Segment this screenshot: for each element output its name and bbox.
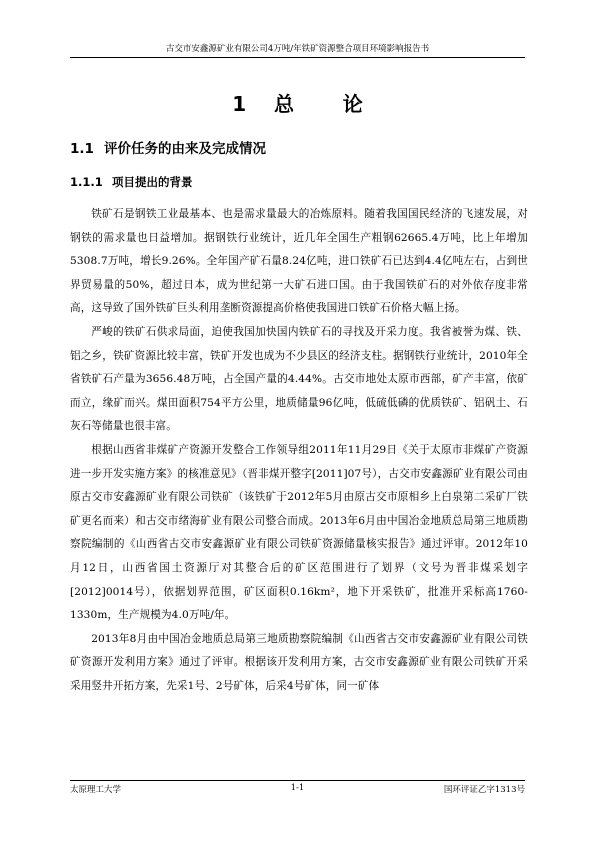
chapter-title: 1 总 论 xyxy=(232,92,363,116)
subsection-title: 项目提出的背景 xyxy=(112,175,193,189)
paragraph: 严峻的铁矿石供求局面，迫使我国加快国内铁矿石的寻找及开采力度。我省被誉为煤、铁、铝之乡，铁矿资源比较丰富，铁矿开发也成为不少县区的经济支柱。据钢铁行业统计，2010年全省铁矿石产量为3656.48万吨，占全国产量的4.44%。古交市地处太原市西部，矿产丰富，依矿而立，缘矿而兴。煤田面积754平方公里，地质储量96亿吨，低硫低磷的优质铁矿、铝矾土、石灰石等储量也很丰富。 xyxy=(70,325,528,433)
paragraph: 根据山西省非煤矿产资源开发整合工作领导组2011年11月29日《关于太原市非煤矿产资源进一步开发实施方案》的核准意见》（晋非煤开整字[2011]07号），古交市安鑫源矿业有限公司由原古交市安鑫源矿业有限公司铁矿（该铁矿于2012年5月由原古交市原相乡上白泉第二采矿厂铁矿更名而来）和古交市绪海矿业有限公司整合而成。2013年6月由中国冶金地质总局第三地质勘察院编制的《山西省古交市安鑫源矿业有限公司铁矿资源储量核实报告》通过评审。2012年10月12日，山西省国土资源厅对其整合后的矿区范围进行了划界（文号为晋非煤采划字[2012]0014号），依据划界范围，矿区面积0.16km²，地下开采铁矿，批准开采标高1760-1330m，生产规模为4.0万吨/年。 xyxy=(70,443,528,622)
body-text xyxy=(70,203,528,698)
footer-certificate: 国环评证乙字1313号 xyxy=(443,785,525,795)
running-header: 古交市安鑫源矿业有限公司4万吨/年铁矿资源整合项目环境影响报告书 xyxy=(70,42,525,58)
section-title: 评价任务的由来及完成情况 xyxy=(104,141,266,157)
footer-institution: 太原理工大学 xyxy=(70,785,122,795)
section-number: 1.1 xyxy=(70,141,94,157)
paragraph: 2013年8月由中国冶金地质总局第三地质勘察院编制《山西省古交市安鑫源矿业有限公司铁矿资源开发利用方案》通过了评审。根据该开发利用方案，古交市安鑫源矿业有限公司铁矿开采采用竖井开拓方案，先采1号、2号矿体，后采4号矿体，同一矿体 xyxy=(70,632,528,692)
footer-rule xyxy=(70,780,525,781)
subsection-number: 1.1.1 xyxy=(70,175,103,189)
section-heading xyxy=(70,137,266,157)
paragraph: 铁矿石是钢铁工业最基本、也是需求量最大的冶炼原料。随着我国国民经济的飞速发展，对钢铁的需求量也日益增加。据钢铁行业统计，近几年全国生产粗钢62665.4万吨，比上年增加5308.7万吨，增长9.26%。全年国产矿石量8.24亿吨，进口铁矿石已达到4.4亿吨左右，占到世界贸易量的50%，超过日本，成为世纪第一大矿石进口国。由于我国铁矿石的对外依存度非常高，这导致了国外铁矿巨头利用垄断资源提高价格使我国进口铁矿石价格大幅上扬。 xyxy=(70,208,528,315)
page-number: 1-1 xyxy=(290,783,305,793)
subsection-heading xyxy=(70,174,193,190)
